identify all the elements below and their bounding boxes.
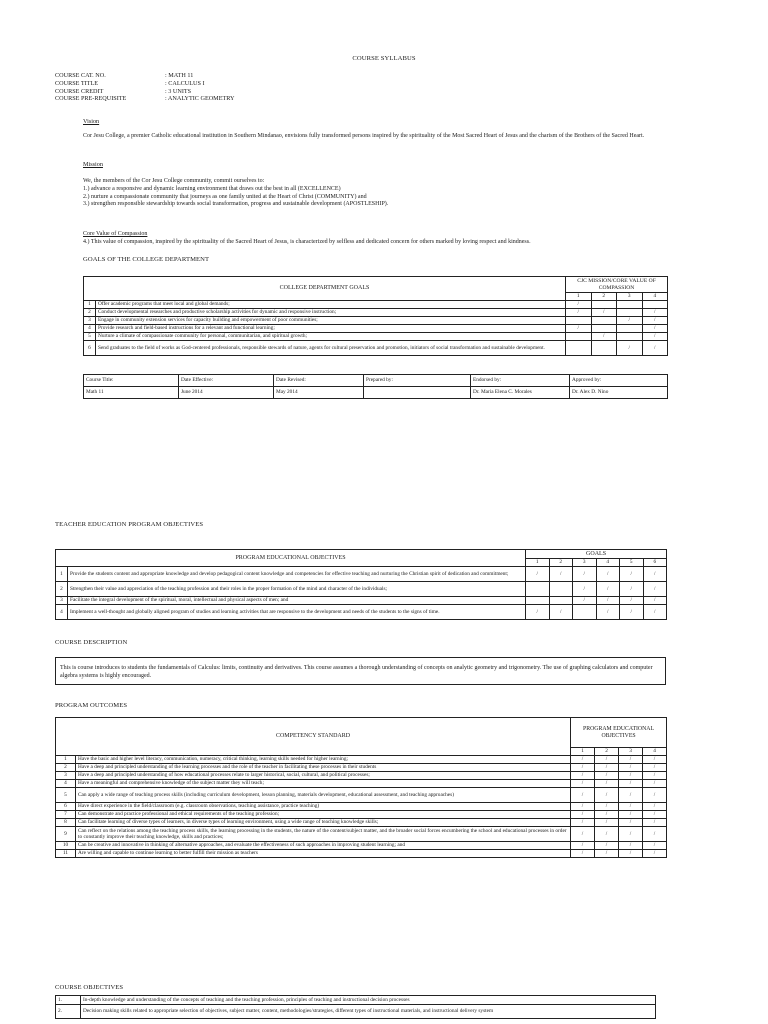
check-cell — [591, 317, 617, 325]
check-cell: / — [573, 582, 597, 597]
table-row — [56, 756, 667, 764]
check-cell: / — [571, 803, 595, 811]
approval-header: Approved by: — [570, 375, 668, 387]
column-number: 4 — [596, 559, 620, 567]
approval-header: Date Effective: — [179, 375, 274, 387]
check-cell: / — [643, 819, 667, 827]
check-cell — [642, 301, 668, 309]
mission-item: 1.) advance a responsive and dynamic learning environment that draws out the best in all (EXCELLENCE) — [83, 186, 341, 192]
check-cell: / — [571, 811, 595, 819]
row-text: Can reflect on the relations among the teaching process skills, the learning processing in the students, the nature of the content/subject matter, and the broader social forces encumbering the school and educational processes in order to constantly improve their teaching knowledge, skills and practices; — [76, 827, 571, 842]
check-cell: / — [643, 811, 667, 819]
check-cell — [617, 301, 643, 309]
mission-item: 2.) nurture a compassionate community that journeys as one family united at the Heart of Christ (COMMUNITY) and — [83, 193, 367, 200]
check-cell — [549, 597, 573, 605]
check-cell: / — [620, 597, 644, 605]
check-cell: / — [643, 756, 667, 764]
column-number: 3 — [617, 293, 643, 301]
column-number: 1 — [571, 748, 595, 756]
course-info-key: COURSE PRE-REQUISITE — [55, 95, 127, 103]
check-cell: / — [642, 333, 668, 341]
check-cell: / — [643, 780, 667, 788]
row-text: Have a deep and principled understanding of the learning processes and the role of the teacher in facilitating these processes in their students — [76, 764, 571, 772]
check-cell: / — [573, 597, 597, 605]
check-cell: / — [566, 325, 592, 333]
row-number: 7 — [56, 811, 76, 819]
approval-value: May 2014 — [274, 387, 364, 399]
column-number: 4 — [643, 748, 667, 756]
row-number: 5 — [56, 788, 76, 803]
row-number: 6 — [56, 803, 76, 811]
check-cell: / — [619, 803, 643, 811]
check-cell: / — [571, 780, 595, 788]
check-cell: / — [619, 756, 643, 764]
table-row — [56, 582, 667, 597]
row-text: Provide the students content and appropriate knowledge and develop pedagogical content knowledge and competencies for effective teaching and nurturing the Christian spirit of dedication and commitment; — [68, 567, 526, 582]
row-text: Facilitate the integral development of the spiritual, moral, intellectual and physical aspects of men; and — [68, 597, 526, 605]
check-cell: / — [571, 772, 595, 780]
teacher-objectives-right-header: GOALS — [526, 550, 667, 559]
check-cell: / — [642, 309, 668, 317]
check-cell: / — [643, 597, 667, 605]
check-cell: / — [526, 605, 550, 620]
course-info-row — [55, 95, 455, 103]
program-outcomes-right-header: PROGRAM EDUCATIONAL OBJECTIVES — [571, 718, 667, 748]
mission-intro: We, the members of the Cor Jesu College community, commit ourselves to: — [83, 178, 265, 184]
check-cell — [591, 341, 617, 356]
check-cell: / — [571, 827, 595, 842]
table-row — [56, 819, 667, 827]
goals-col-header: COLLEGE DEPARTMENT GOALS — [84, 277, 566, 301]
row-text: Offer academic programs that meet local and global demands; — [96, 301, 566, 309]
column-number: 6 — [643, 559, 667, 567]
row-number: 3 — [56, 597, 68, 605]
row-text: Can be creative and innovative in thinking of alternative approaches, and evaluate the effectiveness of such approaches in improving student learning; and — [76, 842, 571, 850]
check-cell: / — [619, 842, 643, 850]
table-row — [56, 597, 667, 605]
row-text: Can apply a wide range of teaching process skills (including curriculum development, lesson planning, materials development, educational assessment, and teaching approaches) — [76, 788, 571, 803]
check-cell — [591, 301, 617, 309]
vision-heading: Vision — [83, 118, 100, 125]
check-cell: / — [620, 605, 644, 620]
approval-value — [364, 387, 471, 399]
core-value-text: 4.) This value of compassion, inspired by the spirituality of the Sacred Heart of Jesus, is characterized by selfless and dedicated concern for others marked by loving respect and kindness. — [83, 239, 531, 245]
check-cell: / — [619, 819, 643, 827]
table-row — [56, 811, 667, 819]
course-info-row — [55, 80, 455, 88]
table-row — [84, 317, 668, 325]
core-value-heading: Core Value of Compassion — [83, 231, 148, 237]
check-cell — [573, 605, 597, 620]
course-objectives-heading: COURSE OBJECTIVES — [55, 984, 124, 991]
table-row — [56, 772, 667, 780]
check-cell — [549, 582, 573, 597]
check-cell: / — [591, 333, 617, 341]
check-cell: / — [619, 788, 643, 803]
course-info-row — [55, 88, 455, 96]
column-number: 4 — [642, 293, 668, 301]
row-number: 1 — [56, 756, 76, 764]
check-cell: / — [643, 764, 667, 772]
row-text: Can demonstrate and practice professional and ethical requirements of the teaching profession; — [76, 811, 571, 819]
mission-heading: Mission — [83, 161, 103, 168]
mission-list — [83, 186, 668, 209]
row-text: Conduct developmental researches and productive scholarship activities for dynamic and responsive instruction; — [96, 309, 566, 317]
check-cell: / — [571, 819, 595, 827]
check-cell: / — [595, 756, 619, 764]
check-cell: / — [571, 764, 595, 772]
check-cell: / — [595, 850, 619, 858]
row-text: Have the basic and higher level literacy, communication, numeracy, critical thinking, learning skills needed for higher learning; — [76, 756, 571, 764]
course-info-key: COURSE TITLE — [55, 79, 99, 87]
row-number: 5 — [84, 333, 96, 341]
check-cell: / — [642, 325, 668, 333]
check-cell: / — [571, 756, 595, 764]
check-cell: / — [526, 567, 550, 582]
check-cell: / — [571, 788, 595, 803]
check-cell: / — [642, 317, 668, 325]
check-cell: / — [596, 582, 620, 597]
course-objectives-table — [55, 995, 656, 1019]
check-cell: / — [620, 582, 644, 597]
row-text: Provide research and field-based instructions for a relevant and functional learning; — [96, 325, 566, 333]
row-number: 11 — [56, 850, 76, 858]
column-number: 3 — [619, 748, 643, 756]
check-cell — [526, 582, 550, 597]
program-outcomes-table — [55, 717, 667, 858]
row-number: 2 — [56, 582, 68, 597]
row-number: 1 — [56, 567, 68, 582]
row-text: Are willing and capable to continue learning to better fulfill their mission as teachers — [76, 850, 571, 858]
check-cell: / — [571, 842, 595, 850]
check-cell: / — [643, 803, 667, 811]
check-cell: / — [620, 567, 644, 582]
check-cell: / — [549, 567, 573, 582]
teacher-objectives-table — [55, 549, 667, 620]
objective-text: Decision making skills related to appropriate selection of objectives, subject matter, content, methodologies/strategies, different types of instructional materials, and instructional delivery system — [81, 1005, 656, 1019]
check-cell: / — [643, 772, 667, 780]
course-description-heading: COURSE DESCRIPTION — [55, 639, 128, 646]
check-cell: / — [595, 803, 619, 811]
check-cell — [591, 325, 617, 333]
check-cell: / — [595, 788, 619, 803]
check-cell: / — [643, 582, 667, 597]
table-row — [56, 764, 667, 772]
check-cell: / — [595, 819, 619, 827]
row-text: Engage in community extension services for capacity building and empowerment of poor communities; — [96, 317, 566, 325]
mission-item: 3.) strengthen responsible stewardship towards social transformation, progress and sustainable development (APOSTLESHIP). — [83, 201, 389, 207]
course-info-key: COURSE CAT. NO. — [55, 72, 106, 79]
row-number: 3 — [84, 317, 96, 325]
objective-text: In-depth knowledge and understanding of the concepts of teaching and the teaching profession, principles of teaching and instructional decision processes — [81, 996, 656, 1005]
course-info-value: : ANALYTIC GEOMETRY — [165, 95, 235, 103]
check-cell: / — [573, 567, 597, 582]
row-number: 2 — [84, 309, 96, 317]
check-cell: / — [595, 827, 619, 842]
check-cell: / — [643, 827, 667, 842]
row-number: 9 — [56, 827, 76, 842]
goals-right-header: CJC MISSION/CORE VALUE OF COMPASSION — [566, 277, 668, 293]
check-cell: / — [642, 341, 668, 356]
check-cell — [526, 597, 550, 605]
check-cell: / — [596, 597, 620, 605]
goals-table — [83, 276, 668, 356]
check-cell — [566, 317, 592, 325]
goals-heading: GOALS OF THE COLLEGE DEPARTMENT — [83, 256, 210, 263]
check-cell — [617, 309, 643, 317]
approval-value: Dr. Maria Elena C. Morales — [471, 387, 570, 399]
check-cell: / — [619, 764, 643, 772]
course-info-value: : 3 UNITS — [165, 87, 192, 95]
row-text: Implement a well-thought and globally aligned program of studies and learning activities that are responsive to the development and needs of the students to the signs of time. — [68, 605, 526, 620]
row-number: 1 — [84, 301, 96, 309]
check-cell — [617, 325, 643, 333]
check-cell — [617, 333, 643, 341]
row-number: 6 — [84, 341, 96, 356]
check-cell: / — [595, 842, 619, 850]
column-number: 5 — [620, 559, 644, 567]
check-cell: / — [566, 301, 592, 309]
course-info-value: : CALCULUS I — [165, 79, 205, 87]
column-number: 1 — [566, 293, 592, 301]
check-cell: / — [619, 811, 643, 819]
check-cell: / — [619, 780, 643, 788]
table-row — [56, 567, 667, 582]
check-cell: / — [549, 605, 573, 620]
table-row — [84, 333, 668, 341]
row-text: Have a meaningful and comprehensive knowledge of the subject matter they will teach; — [76, 780, 571, 788]
check-cell: / — [571, 850, 595, 858]
program-outcomes-heading: PROGRAM OUTCOMES — [55, 702, 128, 709]
check-cell — [566, 333, 592, 341]
check-cell: / — [595, 780, 619, 788]
check-cell: / — [617, 317, 643, 325]
table-row — [56, 780, 667, 788]
teacher-objectives-col-header: PROGRAM EDUCATIONAL OBJECTIVES — [56, 550, 526, 567]
row-number: 4 — [56, 780, 76, 788]
check-cell: / — [643, 850, 667, 858]
approval-value: Dr. Alex D. Nino — [570, 387, 668, 399]
table-row — [56, 605, 667, 620]
row-text: Send graduates to the field of works as God-centered professionals, responsible stewards of nature, agents for cultural preservation and promotion, initiators of social transformation and sustainable development. — [96, 341, 566, 356]
course-info — [55, 72, 455, 103]
check-cell: / — [617, 341, 643, 356]
check-cell: / — [619, 772, 643, 780]
check-cell: / — [595, 811, 619, 819]
program-outcomes-col-header: COMPETENCY STANDARD — [56, 718, 571, 756]
check-cell: / — [643, 605, 667, 620]
course-info-value: : MATH 11 — [165, 72, 194, 79]
row-number: 10 — [56, 842, 76, 850]
check-cell: / — [596, 567, 620, 582]
row-text: Have a deep and principled understanding of how educational processes relate to larger historical, social, cultural, and political processes; — [76, 772, 571, 780]
objective-row — [56, 996, 656, 1005]
objective-number: 2. — [56, 1005, 81, 1019]
table-row — [56, 842, 667, 850]
row-text: Can facilitate learning of diverse types of learners, in diverse types of learning environment, using a wide range of teaching knowledge skills; — [76, 819, 571, 827]
row-number: 4 — [84, 325, 96, 333]
approval-value: Math 11 — [84, 387, 179, 399]
check-cell: / — [595, 772, 619, 780]
approval-header: Course Title: — [84, 375, 179, 387]
row-number: 4 — [56, 605, 68, 620]
check-cell: / — [643, 842, 667, 850]
check-cell — [566, 341, 592, 356]
table-row — [56, 788, 667, 803]
column-number: 3 — [573, 559, 597, 567]
check-cell: / — [596, 605, 620, 620]
table-row — [84, 309, 668, 317]
approval-table — [83, 374, 668, 399]
row-number: 8 — [56, 819, 76, 827]
approval-header: Endorsed by: — [471, 375, 570, 387]
course-description-box — [55, 657, 666, 685]
check-cell: / — [619, 850, 643, 858]
row-number: 2 — [56, 764, 76, 772]
teacher-objectives-heading: TEACHER EDUCATION PROGRAM OBJECTIVES — [55, 521, 204, 528]
objective-row — [56, 1005, 656, 1019]
approval-value: June 2014 — [179, 387, 274, 399]
table-row — [84, 325, 668, 333]
check-cell: / — [643, 567, 667, 582]
row-number: 3 — [56, 772, 76, 780]
objective-number: 1. — [56, 996, 81, 1005]
course-description-text: This is course introduces to students the fundamentals of Calculus: limits, continuity and derivatives. This course assumes a thorough understanding of concepts on analytic geometry and trigonometry. The use of graphing calculators and computer algebra systems is highly encouraged. — [60, 665, 653, 680]
table-row — [84, 301, 668, 309]
approval-header: Prepared by: — [364, 375, 471, 387]
check-cell: / — [566, 309, 592, 317]
column-number: 1 — [526, 559, 550, 567]
approval-header: Date Revised: — [274, 375, 364, 387]
column-number: 2 — [549, 559, 573, 567]
column-number: 2 — [595, 748, 619, 756]
check-cell: / — [643, 788, 667, 803]
vision-text: Cor Jesu College, a premier Catholic educational institution in Southern Mindanao, envisions fully transformed persons inspired by the spirituality of the Most Sacred Heart of Jesus and the charism of the Brothers of the Sacred Heart. — [83, 133, 645, 139]
check-cell: / — [591, 309, 617, 317]
document-title: COURSE SYLLABUS — [352, 55, 416, 62]
row-text: Nurture a climate of compassionate community for personal, communitarian, and spiritual growth; — [96, 333, 566, 341]
column-number: 2 — [591, 293, 617, 301]
course-info-key: COURSE CREDIT — [55, 87, 104, 95]
table-row — [56, 850, 667, 858]
table-row — [56, 827, 667, 842]
check-cell: / — [619, 827, 643, 842]
table-row — [84, 341, 668, 356]
row-text: Have direct experience in the field/classroom (e.g. classroom observations, teaching assistance, practice teaching) — [76, 803, 571, 811]
course-info-row — [55, 72, 455, 80]
table-row — [56, 803, 667, 811]
row-text: Strengthen their value and appreciation of the teaching profession and their roles in the proper formation of the mind and character of the individuals; — [68, 582, 526, 597]
check-cell: / — [595, 764, 619, 772]
